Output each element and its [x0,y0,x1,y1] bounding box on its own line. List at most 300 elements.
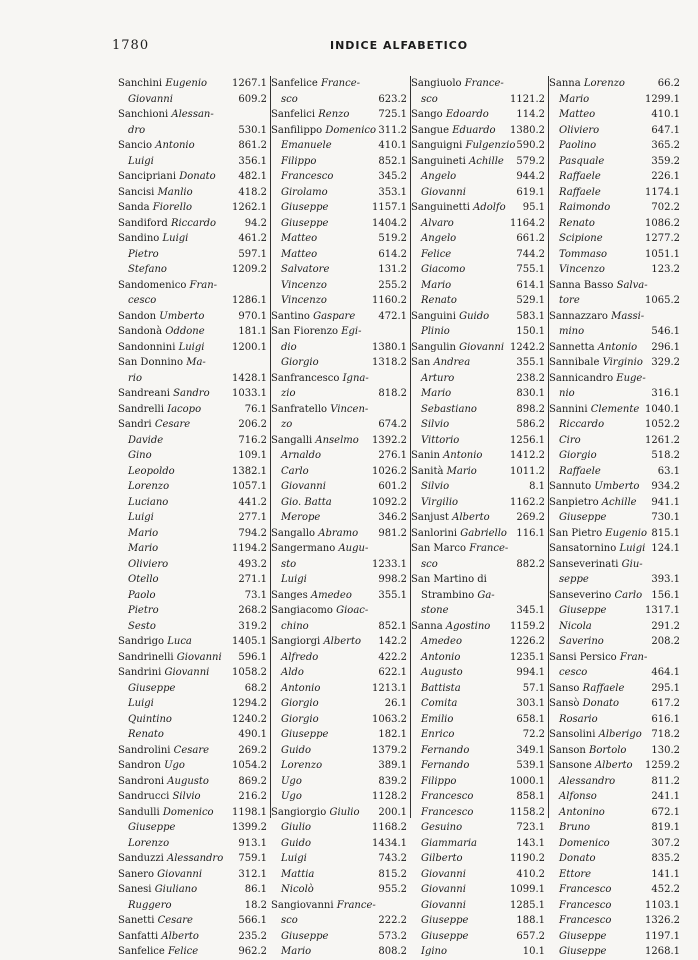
surname: Sanpietro [549,496,602,508]
given-name: Sesto [128,620,156,632]
given-name: Vittorio [421,434,460,446]
surname: Sannuto [549,481,595,492]
page-ref: 345.1 [516,605,545,616]
index-entry [271,557,409,573]
surname: Sanjust [411,512,453,523]
index-entry [549,526,682,542]
surname: Sangallo [271,527,319,539]
index-entry [411,417,547,433]
index-entry [549,200,682,216]
given-name: Gaspare [313,310,356,322]
given-name: Cesare [157,915,193,926]
page-ref: 329.2 [651,357,680,368]
given-name: Guido [459,310,490,322]
surname: Sandomenico [118,279,190,291]
given-name: chino [281,620,309,632]
index-entry [118,789,269,805]
page-ref: 10.1 [522,946,545,957]
given-name: Giuseppe [559,930,607,942]
page-ref: 1103.1 [645,899,680,911]
index-entry [271,386,409,402]
index-entry [118,526,269,542]
surname: Sandron [118,760,165,771]
given-name: Angelo [421,171,457,182]
page-ref: 882.2 [516,558,545,570]
given-name: Gilberto [421,853,463,864]
index-entry [271,107,409,123]
page-ref: 1277.2 [645,233,680,244]
index-entry [411,758,547,774]
index-entry [118,541,269,557]
given-name: rio [128,372,142,384]
index-column-4 [549,76,682,957]
index-entry [118,278,269,294]
given-name: Sandro [173,388,210,399]
given-name: Alessandro [559,775,616,787]
given-name: Giuseppe [421,930,469,942]
index-entry [549,619,682,635]
index-entry [549,169,682,185]
page-ref: 1317.1 [645,605,680,616]
surname: Sanero [118,868,158,880]
index-entry [271,836,409,852]
given-name: Giuseppe [421,915,469,926]
given-name: Ugo [281,775,302,787]
given-name: Agostino [445,620,491,632]
given-name: Donato [179,171,216,182]
page-ref: 579.2 [516,155,545,167]
surname: Sanfrancesco [271,372,343,384]
given-name: Giuseppe [281,930,329,942]
index-entry [411,712,547,728]
page-ref: 226.1 [651,171,680,182]
surname: Sanges [271,589,311,601]
index-entry [411,882,547,898]
given-name: Felice [421,248,452,260]
index-entry [271,92,409,108]
index-entry [271,293,409,309]
given-name: Domenico [162,806,214,818]
index-entry [411,619,547,635]
given-name: Mario [421,279,452,291]
page-ref: 188.1 [516,915,545,926]
page-ref: 1128.2 [372,791,407,802]
page-ref: 718.2 [651,729,680,740]
index-column-3 [411,76,547,957]
page-ref: 319.2 [238,620,267,632]
given-name: Silvio [172,791,201,802]
index-entry [118,216,269,232]
given-name: Edoardo [445,109,489,120]
page-ref: 493.2 [238,558,267,570]
page-ref: 808.2 [378,946,407,957]
page-ref: 359.2 [651,155,680,167]
page-ref: 1392.2 [372,434,407,446]
surname: Sanson [549,744,590,756]
given-name: Silvio [421,481,450,492]
given-name: Lorenzo [281,760,323,771]
surname: Sangiorgi [271,636,324,647]
index-entry [411,541,547,557]
page-ref: 1267.1 [232,78,267,89]
surname: Sanna [411,620,446,632]
index-entry [549,913,682,929]
page-ref: 530.1 [238,124,267,136]
given-name: Matteo [281,248,318,260]
index-entry [549,696,682,712]
index-entry [549,76,682,92]
given-name: Giuseppe [128,682,176,694]
page-ref: 941.1 [651,496,680,508]
page-ref: 819.1 [651,822,680,833]
given-name: Fiorello [152,202,193,213]
given-name: Stefano [128,264,167,275]
given-name: Giuseppe [559,946,607,957]
index-entry [411,278,547,294]
index-entry [271,340,409,356]
given-name: Cesare [154,419,191,430]
page-ref: 723.1 [516,822,545,833]
index-entry [411,309,547,325]
index-entry [411,743,547,759]
index-entry [411,913,547,929]
index-entry [411,324,547,340]
index-entry [118,402,269,418]
given-name: Luigi [619,543,646,554]
page-ref: 716.2 [238,434,267,446]
given-name: Pietro [128,605,159,616]
given-name: Gabriello [460,527,507,539]
page-ref: 94.2 [244,217,267,229]
given-name: Ga- [477,589,495,601]
given-name: seppe [559,574,589,585]
index-entry [549,588,682,604]
index-entry [271,867,409,883]
index-entry [549,541,682,557]
surname: Sango [411,109,446,120]
given-name: Paolino [559,140,597,151]
index-entry [549,262,682,278]
index-entry [549,123,682,139]
index-entry [411,681,547,697]
index-entry [549,293,682,309]
index-entry [271,510,409,526]
page-ref: 981.2 [378,527,407,539]
given-name: Francesco [559,915,612,926]
index-entry [549,944,682,960]
index-entry [271,588,409,604]
given-name: Giuseppe [559,605,607,616]
index-entry [411,448,547,464]
page-ref: 277.1 [238,512,267,523]
surname: Sancisi [118,186,158,198]
index-entry [271,541,409,557]
page-number: 1780 [112,38,150,53]
page-ref: 586.2 [516,419,545,430]
page-header [0,38,698,54]
given-name: Renato [559,217,595,229]
page-ref: 759.1 [238,853,267,864]
index-entry [271,278,409,294]
given-name: Felice [167,946,199,957]
index-entry [118,92,269,108]
index-entry [411,123,547,139]
index-entry [118,619,269,635]
page-ref: 1000.1 [510,775,545,787]
page-ref: 730.1 [651,512,680,523]
given-name: Ugo [164,760,185,771]
given-name: Amedeo [310,589,352,601]
page-ref: 206.2 [238,419,267,430]
index-entry [411,572,547,588]
given-name: Giulio [329,806,360,818]
given-name: Egi- [341,326,362,337]
page-ref: 291.2 [651,620,680,632]
index-entry [549,510,682,526]
index-entry [411,293,547,309]
given-name: Abramo [318,527,359,539]
index-entry [271,526,409,542]
page-ref: 590.2 [516,140,545,151]
index-entry [118,867,269,883]
page-ref: 353.1 [378,186,407,198]
given-name: Arnaldo [281,450,322,461]
index-entry [411,789,547,805]
page-ref: 869.2 [238,775,267,787]
index-entry [549,743,682,759]
index-entry [271,898,409,914]
given-name: Manlio [157,186,193,198]
index-entry [549,898,682,914]
surname: Sangulin [411,341,460,353]
page-ref: 858.1 [516,791,545,802]
index-entry [118,929,269,945]
index-entry [549,185,682,201]
page-ref: 1197.1 [645,930,680,942]
index-column-1 [118,76,269,957]
index-entry [411,603,547,619]
surname: Sangiorgio [271,806,330,818]
index-entry [271,309,409,325]
given-name: France- [469,543,509,554]
index-entry [549,324,682,340]
given-name: Bortolo [589,744,627,756]
index-entry [549,572,682,588]
given-name: Gino [128,450,152,461]
index-entry [271,851,409,867]
surname: Sanin [411,450,444,461]
given-name: Francesco [559,884,612,895]
surname: Sanfratello [271,403,331,415]
page-ref: 1382.1 [232,465,267,477]
given-name: Cesare [173,744,210,756]
page-ref: 365.2 [651,140,680,151]
given-name: Fernando [421,760,470,771]
page-ref: 962.2 [238,946,267,957]
surname: Sansolini [549,729,599,740]
page-ref: 1326.2 [645,915,680,926]
page-ref: 672.1 [651,806,680,818]
index-entry [118,386,269,402]
given-name: Vincenzo [281,295,327,306]
index-entry [118,727,269,743]
page-ref: 241.1 [651,791,680,802]
given-name: France- [320,78,360,89]
given-name: Giovanni [421,186,466,198]
page-ref: 1052.2 [645,419,680,430]
given-name: Giorgio [281,357,319,368]
index-entry [118,898,269,914]
page-ref: 1262.1 [232,202,267,213]
index-entry [118,913,269,929]
page-ref: 839.2 [378,775,407,787]
index-entry [549,371,682,387]
given-name: Guido [281,744,312,756]
page-ref: 1198.1 [232,806,267,818]
index-entry [549,634,682,650]
given-name: Giorgio [559,450,597,461]
page-ref: 1213.1 [372,682,407,694]
given-name: Euge- [616,372,646,384]
surname: Sannetta [549,341,598,353]
page-ref: 619.1 [516,186,545,198]
page-ref: 109.1 [238,450,267,461]
surname: Sandon [118,310,160,322]
index-entry [118,603,269,619]
surname: Sannibale [549,357,603,368]
given-name: Ruggero [128,899,172,911]
given-name: Adolfo [473,202,506,213]
index-entry [118,882,269,898]
page-ref: 1259.2 [645,760,680,771]
surname: Sandrucci [118,791,173,802]
given-name: Francesco [281,171,334,182]
page-ref: 1162.2 [510,496,545,508]
given-name: Luigi [162,233,189,244]
given-name: nio [559,388,575,399]
page-ref: 898.2 [516,403,545,415]
surname: San Fiorenzo [271,326,342,337]
given-name: Girolamo [281,186,328,198]
given-name: Giovanni [421,868,466,880]
page-ref: 1054.2 [232,760,267,771]
index-entry [411,526,547,542]
index-entry [411,557,547,573]
page-title: INDICE ALFABETICO [330,39,469,52]
page-ref: 1026.2 [372,465,407,477]
index-entry [411,169,547,185]
given-name: Gesuino [421,822,463,833]
index-entry [411,340,547,356]
given-name: Alfredo [281,651,319,663]
page-ref: 529.1 [516,295,545,306]
index-entry [118,510,269,526]
index-entry [271,665,409,681]
index-entry [271,154,409,170]
index-entry [271,882,409,898]
given-name: Alberto [161,930,199,942]
given-name: Vincenzo [281,279,327,291]
given-name: Alberto [452,512,490,523]
page-ref: 601.2 [378,481,407,492]
page-ref: 830.1 [516,388,545,399]
given-name: dro [128,124,146,136]
given-name: Battista [421,682,461,694]
index-entry [271,402,409,418]
page-ref: 573.2 [378,930,407,942]
index-entry [118,107,269,123]
page-ref: 124.1 [651,543,680,554]
given-name: Luigi [128,155,154,167]
given-name: Scipione [559,233,603,244]
surname: Sansò [549,698,583,709]
given-name: Amedeo [421,636,462,647]
index-entry [271,789,409,805]
index-entry [549,603,682,619]
given-name: Giorgio [281,698,319,709]
index-entry [549,789,682,805]
index-entry [118,76,269,92]
page-ref: 410.1 [651,109,680,120]
page-ref: 116.1 [516,527,545,539]
given-name: Antonio [443,450,483,461]
index-entry [549,92,682,108]
page-ref: 955.2 [378,884,407,895]
given-name: Raffaele [559,171,601,182]
page-ref: 410.2 [516,868,545,880]
index-entry [271,929,409,945]
page-ref: 76.1 [244,403,267,415]
given-name: Giovanni [421,899,466,911]
index-entry [411,634,547,650]
given-name: Ettore [559,868,592,880]
page-ref: 852.1 [378,620,407,632]
surname: Sangermano [271,543,339,554]
page-ref: 114.2 [516,109,545,120]
page-ref: 1168.2 [372,822,407,833]
page-ref: 583.1 [516,310,545,322]
page-ref: 614.2 [378,248,407,260]
surname: Sannazzaro [549,310,612,322]
page-ref: 1240.2 [232,713,267,725]
surname: Sanetti [118,915,158,926]
page-ref: 596.1 [238,651,267,663]
index-entry [549,836,682,852]
given-name: Alberto [594,760,633,771]
page-ref: 1233.1 [372,558,407,570]
index-entry [118,665,269,681]
index-entry [549,433,682,449]
page-ref: 1190.2 [510,853,545,864]
page-ref: 1404.2 [372,217,407,229]
surname: Sanfatti [118,930,162,942]
index-entry [549,758,682,774]
index-entry [549,216,682,232]
given-name: Giovanni [157,868,203,880]
page-ref: 18.2 [244,899,267,911]
given-name: Gio. Batta [281,496,332,508]
given-name: Renato [421,295,457,306]
given-name: Mario [128,527,159,539]
given-name: Igna- [342,372,369,384]
page-ref: 130.2 [651,744,680,756]
index-entry [549,448,682,464]
index-entry [411,510,547,526]
index-entry [271,495,409,511]
surname: Sandroni [118,775,168,787]
surname: Sandonnini [118,341,179,353]
given-name: Carlo [614,589,643,601]
